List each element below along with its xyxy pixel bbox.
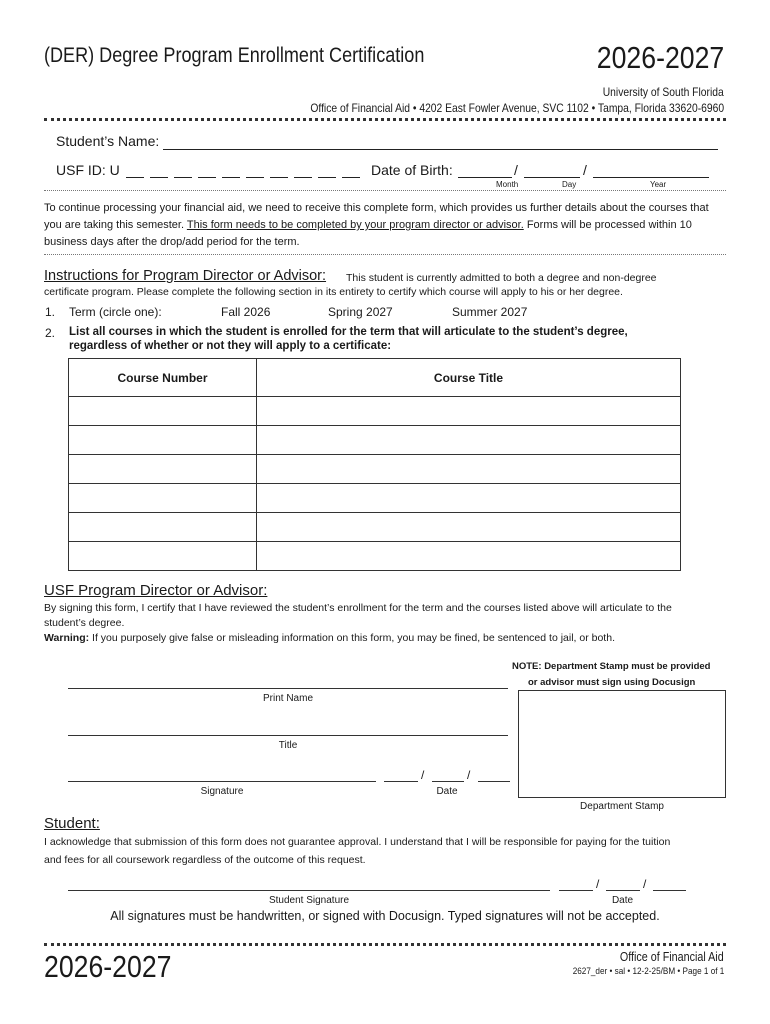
footer-divider — [44, 943, 726, 946]
office-address: Office of Financial Aid • 4202 East Fowler Avenue, SVC 1102 • Tampa, Florida 33620-6960 — [310, 101, 724, 115]
usf-id-digit-field[interactable] — [270, 177, 288, 178]
student-signature-caption: Student Signature — [268, 895, 350, 906]
advisor-date-caption: Date — [436, 786, 458, 797]
usf-id-label: USF ID: U — [56, 162, 120, 178]
advisor-signature-field[interactable] — [68, 781, 376, 782]
course-number-cell[interactable] — [69, 455, 257, 484]
table-row — [69, 397, 681, 426]
usf-id-digit-field[interactable] — [126, 177, 144, 178]
student-date-month-field[interactable] — [559, 890, 593, 891]
warning-label: Warning: — [44, 632, 90, 644]
date-slash: / — [596, 877, 600, 891]
course-title-header: Course Title — [257, 359, 681, 397]
title-field[interactable] — [68, 735, 508, 736]
dob-month-field[interactable] — [458, 177, 512, 178]
dob-slash: / — [514, 162, 518, 178]
usf-id-digit-field[interactable] — [222, 177, 240, 178]
instructions-line1: This student is currently admitted to both a degree and non-degree — [346, 272, 657, 284]
form-year: 2026-2027 — [596, 40, 724, 75]
usf-id-digit-field[interactable] — [150, 177, 168, 178]
dob-year-caption: Year — [650, 180, 667, 189]
student-date-day-field[interactable] — [606, 890, 640, 891]
table-row — [69, 455, 681, 484]
university-name: University of South Florida — [602, 85, 724, 99]
advisor-date-year-field[interactable] — [478, 781, 510, 782]
instructions-heading: Instructions for Program Director or Advisor: — [44, 268, 327, 284]
footer-office: Office of Financial Aid — [620, 950, 724, 964]
usf-id-digit-field[interactable] — [294, 177, 312, 178]
advisor-certification: By signing this form, I certify that I have reviewed the student’s enrollment for the term and the courses listed above will articulate to the student’s degree. Warning: If you purposely give false or misleading information on this form, you may be fined, be sentenced to jail, or both. — [44, 602, 672, 644]
table-row — [69, 513, 681, 542]
usf-id-digit-field[interactable] — [342, 177, 360, 178]
item2-number: 2. — [45, 326, 56, 340]
dob-day-field[interactable] — [524, 177, 580, 178]
course-title-cell[interactable] — [257, 455, 681, 484]
term-option-summer[interactable]: Summer 2027 — [452, 305, 528, 319]
dob-year-field[interactable] — [593, 177, 709, 178]
table-row — [69, 484, 681, 513]
signature-notice: All signatures must be handwritten, or signed with Docusign. Typed signatures will not be accepted. — [110, 909, 660, 923]
intro-paragraph: To continue processing your financial aid, we need to receive this complete form, which provides us further details about the courses that you are taking this semester. This form needs to be completed by your program director or advisor. Forms will be processed within 10 business days after the drop/add period for the term. — [44, 202, 709, 248]
student-name-field[interactable] — [163, 149, 718, 150]
term-option-spring[interactable]: Spring 2027 — [328, 305, 393, 319]
usf-id-digit-field[interactable] — [174, 177, 192, 178]
course-title-cell[interactable] — [257, 513, 681, 542]
dob-slash: / — [583, 162, 587, 178]
usf-id-digit-field[interactable] — [246, 177, 264, 178]
course-number-cell[interactable] — [69, 484, 257, 513]
title-caption: Title — [278, 740, 298, 751]
item2-line2: regardless of whether or not they will apply to a certificate: — [69, 340, 392, 352]
divider — [44, 190, 726, 191]
instructions-line2: certificate program. Please complete the following section in its entirety to certify which course will apply to his or her degree. — [44, 286, 623, 298]
intro-underlined: This form needs to be completed by your program director or advisor. — [186, 219, 524, 231]
print-name-field[interactable] — [68, 688, 508, 689]
advisor-signature-caption: Signature — [200, 786, 244, 797]
course-title-cell[interactable] — [257, 542, 681, 571]
term-option-fall[interactable]: Fall 2026 — [221, 305, 271, 319]
stamp-note-line1: NOTE: Department Stamp must be provided — [512, 661, 711, 672]
advisor-heading: USF Program Director or Advisor: — [44, 582, 268, 599]
courses-table — [68, 358, 681, 571]
stamp-note-line2: or advisor must sign using Docusign — [528, 677, 696, 688]
advisor-date-month-field[interactable] — [384, 781, 418, 782]
footer-form-code: 2627_der • sal • 12-2-25/BM • Page 1 of 1 — [572, 966, 724, 977]
print-name-caption: Print Name — [262, 693, 313, 704]
course-number-cell[interactable] — [69, 542, 257, 571]
student-date-year-field[interactable] — [653, 890, 686, 891]
header-divider — [44, 118, 726, 121]
course-number-header: Course Number — [69, 359, 257, 397]
footer-year: 2026-2027 — [44, 949, 172, 984]
date-slash: / — [467, 768, 471, 782]
usf-id-digit-field[interactable] — [198, 177, 216, 178]
department-stamp-caption: Department Stamp — [580, 801, 664, 812]
course-number-cell[interactable] — [69, 397, 257, 426]
advisor-date-day-field[interactable] — [432, 781, 464, 782]
course-title-cell[interactable] — [257, 397, 681, 426]
dob-label: Date of Birth: — [371, 162, 453, 178]
student-acknowledgement: I acknowledge that submission of this form does not guarantee approval. I understand that I will be responsible for paying for the tuition and fees for all coursework regardless of the outcome of this request. — [44, 836, 671, 866]
dob-month-caption: Month — [496, 180, 519, 189]
department-stamp-box[interactable] — [518, 690, 726, 798]
dob-day-caption: Day — [562, 180, 577, 189]
form-title: (DER) Degree Program Enrollment Certification — [44, 44, 425, 67]
date-slash: / — [421, 768, 425, 782]
item1-number: 1. — [45, 305, 56, 319]
divider — [44, 254, 726, 255]
table-row — [69, 426, 681, 455]
usf-id-digit-field[interactable] — [318, 177, 336, 178]
date-slash: / — [643, 877, 647, 891]
student-signature-field[interactable] — [68, 890, 550, 891]
course-number-cell[interactable] — [69, 513, 257, 542]
course-title-cell[interactable] — [257, 426, 681, 455]
table-row — [69, 542, 681, 571]
course-title-cell[interactable] — [257, 484, 681, 513]
course-number-cell[interactable] — [69, 426, 257, 455]
student-heading: Student: — [44, 815, 100, 832]
student-name-label: Student’s Name: — [56, 133, 160, 149]
student-date-caption: Date — [611, 895, 634, 906]
term-label: Term (circle one): — [69, 305, 162, 319]
item2-line1: List all courses in which the student is enrolled for the term that will articulate to the student’s degree, — [69, 326, 628, 338]
